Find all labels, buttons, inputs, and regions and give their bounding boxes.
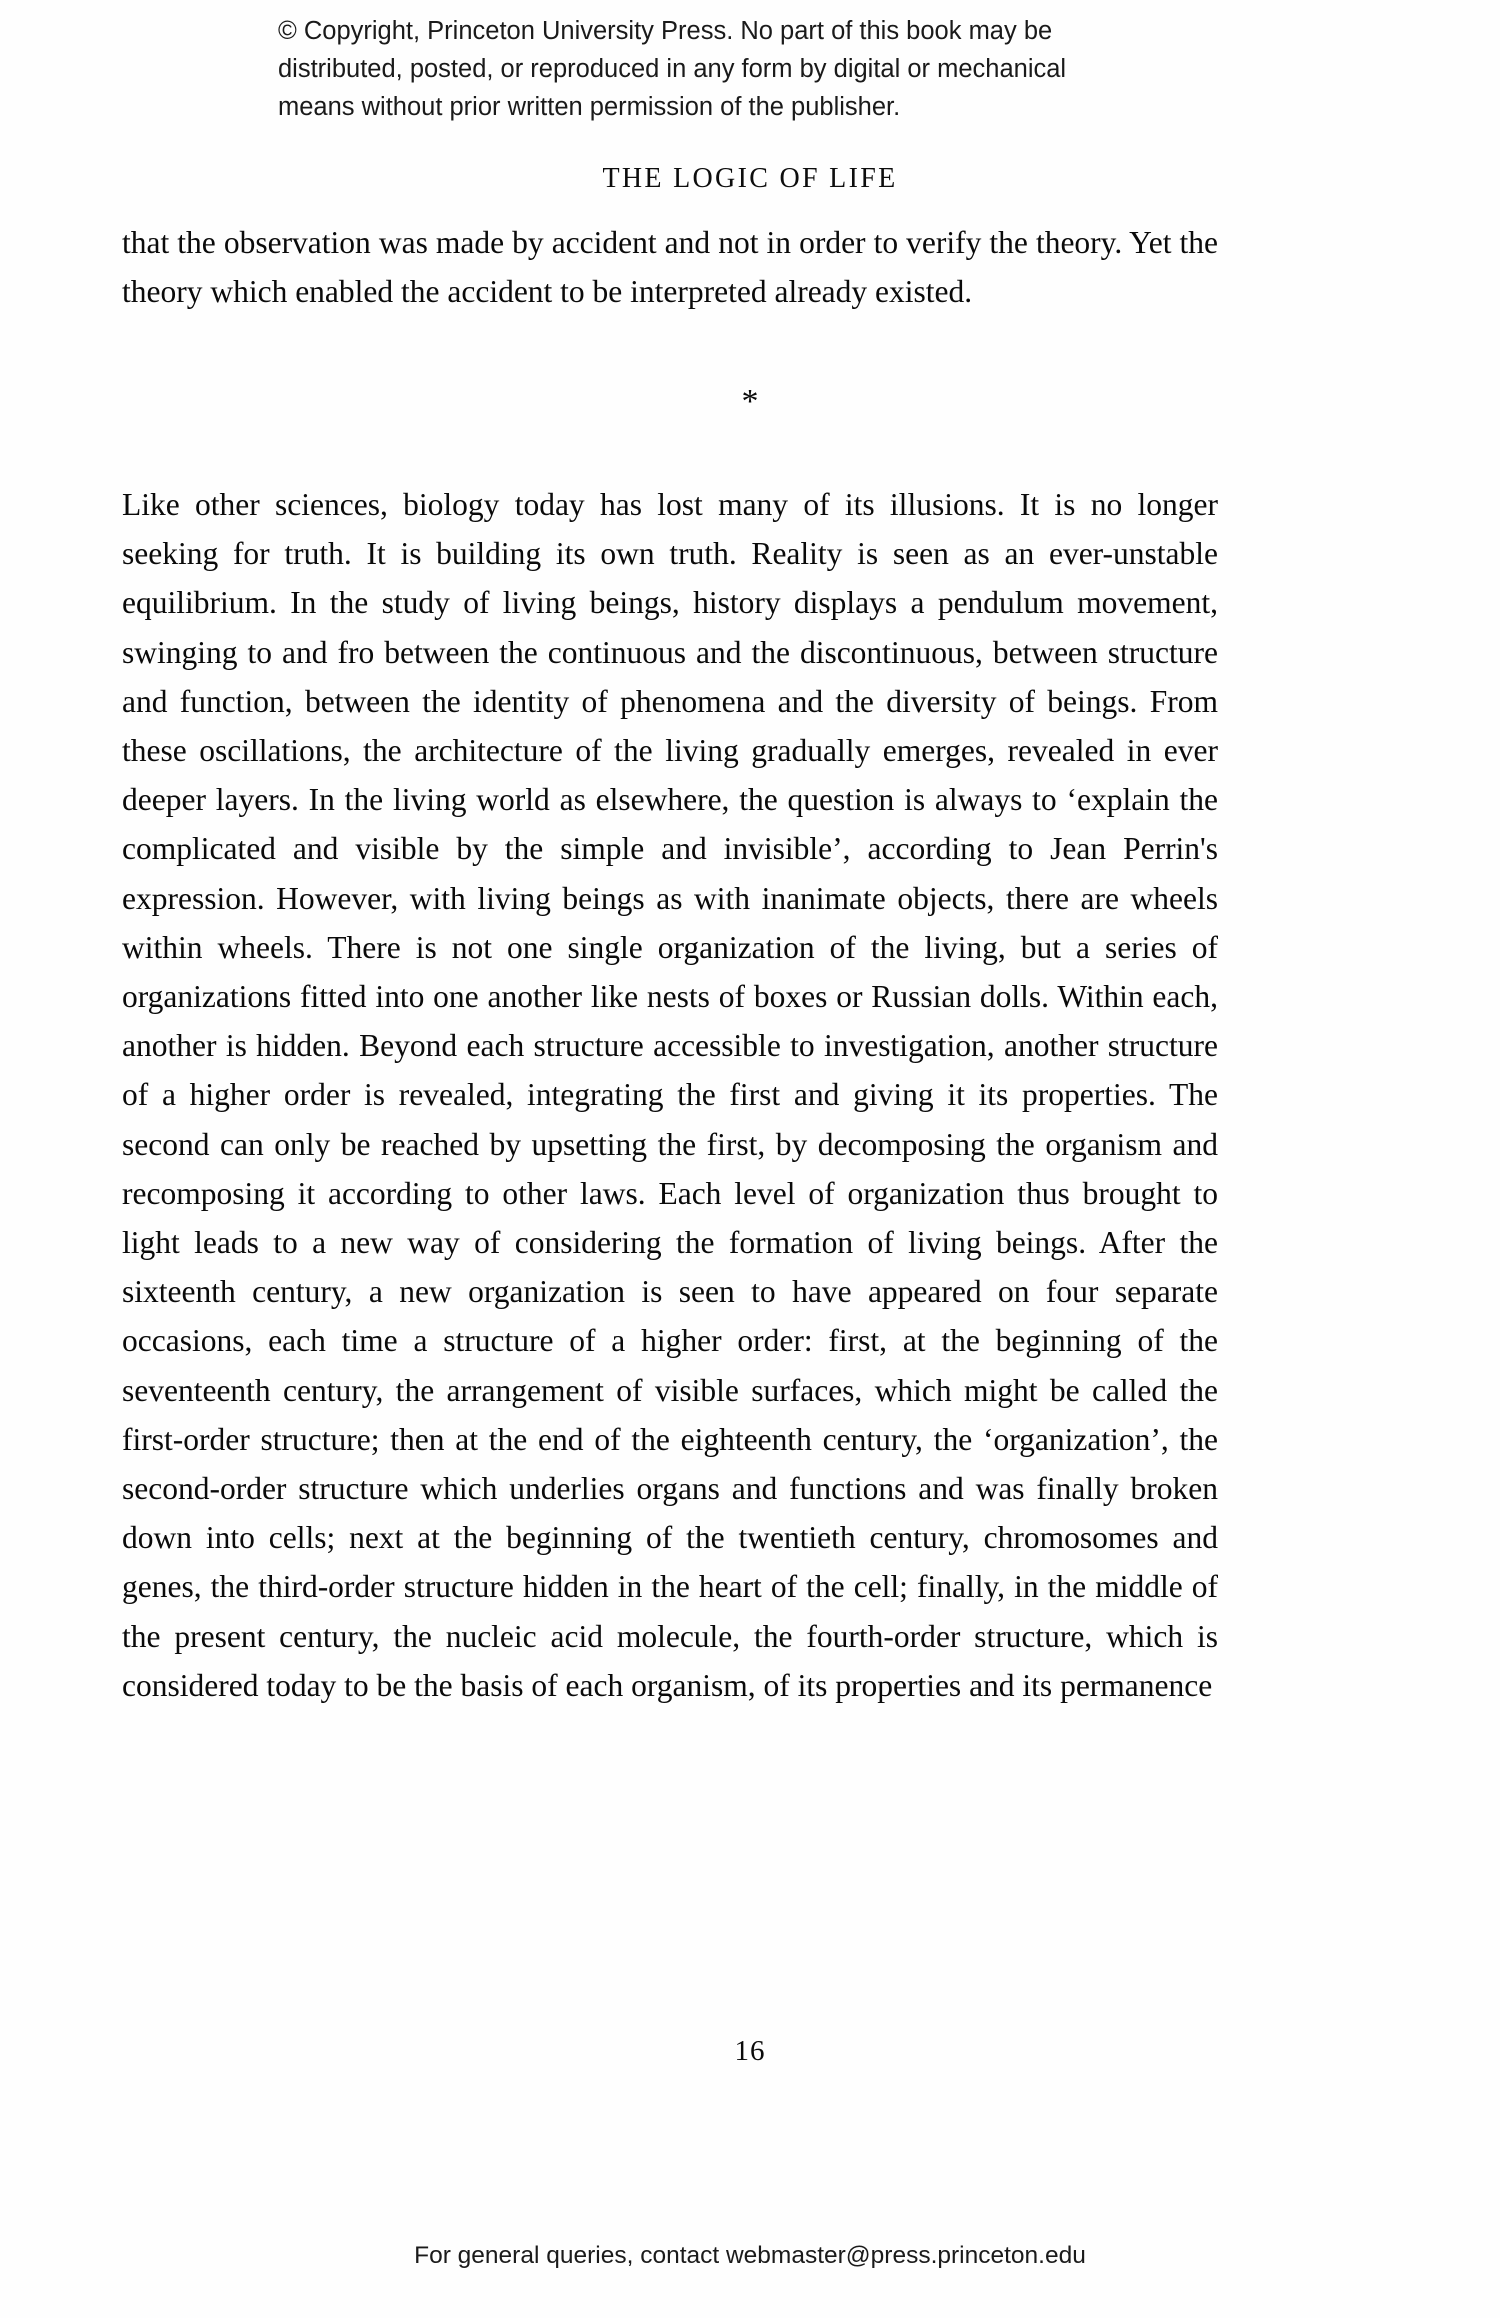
copyright-line-1: © Copyright, Princeton University Press. No part of this book may be xyxy=(278,17,1053,45)
copyright-line-3: means without prior written permission of the publisher. xyxy=(278,93,901,121)
running-header: THE LOGIC OF LIFE xyxy=(602,163,898,194)
footer-queries-text: For general queries, contact webmaster@press.princeton.edu xyxy=(414,2242,1086,2269)
copyright-line-2: distributed, posted, or reproduced in any form by digital or mechanical xyxy=(278,55,1067,83)
copyright-notice xyxy=(278,12,1228,126)
body-text-second-paragraph-block xyxy=(122,480,1218,1710)
paragraph-first: that the observation was made by accident and not in order to verify the theory. Yet the theory which enabled the accident to be interpreted already existed. xyxy=(122,225,1218,310)
page-number: 16 xyxy=(734,2035,766,2067)
body-text-first-paragraph-block xyxy=(122,218,1218,316)
paragraph-second: Like other sciences, biology today has lost many of its illusions. It is no longer seeking for truth. It is building its own truth. Reality is seen as an ever-unstable equilibrium. In the study of living beings, history displays a pendulum movement, swinging to and fro between the continuous and the discontinuous, between structure and function, between the identity of phenomena and the diversity of beings. From these oscillations, the architecture of the living gradually emerges, revealed in ever deeper layers. In the living world as elsewhere, the question is always to ‘explain the complicated and visible by the simple and invisible’, according to Jean Perrin's expression. However, with living beings as with inanimate objects, there are wheels within wheels. There is not one single organization of the living, but a series of organizations fitted into one another like nests of boxes or Russian dolls. Within each, another is hidden. Beyond each structure accessible to investigation, another structure of a higher order is revealed, integrating the first and giving it its properties. The second can only be reached by upsetting the first, by decomposing the organism and recomposing it according to other laws. Each level of organization thus brought to light leads to a new way of considering the formation of living beings. After the sixteenth century, a new organization is seen to have appeared on four separate occasions, each time a structure of a higher order: first, at the beginning of the seventeenth century, the arrangement of visible surfaces, which might be called the first-order structure; then at the end of the eighteenth century, the ‘organization’, the second-order structure which underlies organs and functions and was finally broken down into cells; next at the beginning of the twentieth century, chromosomes and genes, the third-order structure hidden in the heart of the cell; finally, in the middle of the present century, the nucleic acid molecule, the fourth-order structure, which is considered today to be the basis of each organism, of its properties and its permanence xyxy=(122,487,1218,1703)
asterisk-separator: * xyxy=(741,383,759,420)
